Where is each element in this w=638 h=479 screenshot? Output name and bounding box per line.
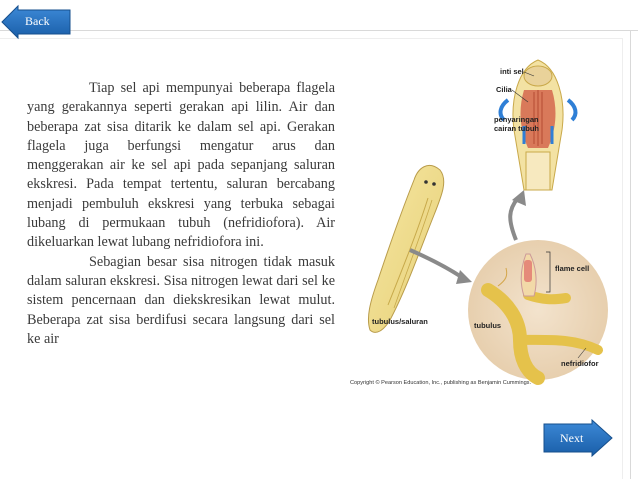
label-cilia: Cilia xyxy=(496,85,512,94)
body-text xyxy=(27,79,335,349)
label-cairan-tubuh: cairan tubuh xyxy=(494,124,540,133)
frame-line-top-inner xyxy=(0,38,622,39)
frame-line-top xyxy=(0,30,638,31)
paragraph-1: Tiap sel api mempunyai beberapa flagela yang gerakannya seperti gerakan api lilin. Air dan beberapa zat sisa ditarik ke dalam sel api. Gerakan flagela juga berfungsi mengatur arus dan menggerakan air ke sel api pada sepanjang saluran ekskresi. Pada tempat tertentu, saluran bercabang menjadi pembuluh ekskresi yang terbuka sebagai lubang di permukaan tubuh (nefridiofora). Air dikeluarkan lewat lubang nefridiofora ini. xyxy=(27,80,335,251)
flatworm-illustration xyxy=(368,165,443,332)
copyright-text: Copyright © Pearson Education, Inc., publishing as Benjamin Cummings. xyxy=(350,380,532,386)
frame-line-right xyxy=(630,30,631,479)
flame-cell-diagram xyxy=(348,40,618,390)
paragraph-2: Sebagian besar sisa nitrogen tidak masuk dalam saluran ekskresi. Sisa nitrogen lewat dari sel ke sistem pencernaan dan diekskresikan lewat mulut. Beberapa zat sisa berdifusi secara langsung dari sel ke air xyxy=(27,253,335,347)
back-button-label: Back xyxy=(25,14,50,28)
arrow-to-zoom xyxy=(510,198,518,240)
label-nefridiofor: nefridiofor xyxy=(561,359,599,368)
label-penyaringan: penyaringan xyxy=(494,115,539,124)
next-button[interactable] xyxy=(542,418,614,458)
label-tubulus-saluran: tubulus/saluran xyxy=(372,317,428,326)
label-tubulus: tubulus xyxy=(474,321,502,330)
next-button-label: Next xyxy=(560,431,584,445)
label-inti-sel: inti sel xyxy=(500,67,524,76)
label-flame-cell: flame cell xyxy=(555,264,590,273)
frame-line-right-inner xyxy=(622,38,623,479)
back-button[interactable] xyxy=(0,4,72,40)
arrow-to-detail xyxy=(410,250,463,278)
